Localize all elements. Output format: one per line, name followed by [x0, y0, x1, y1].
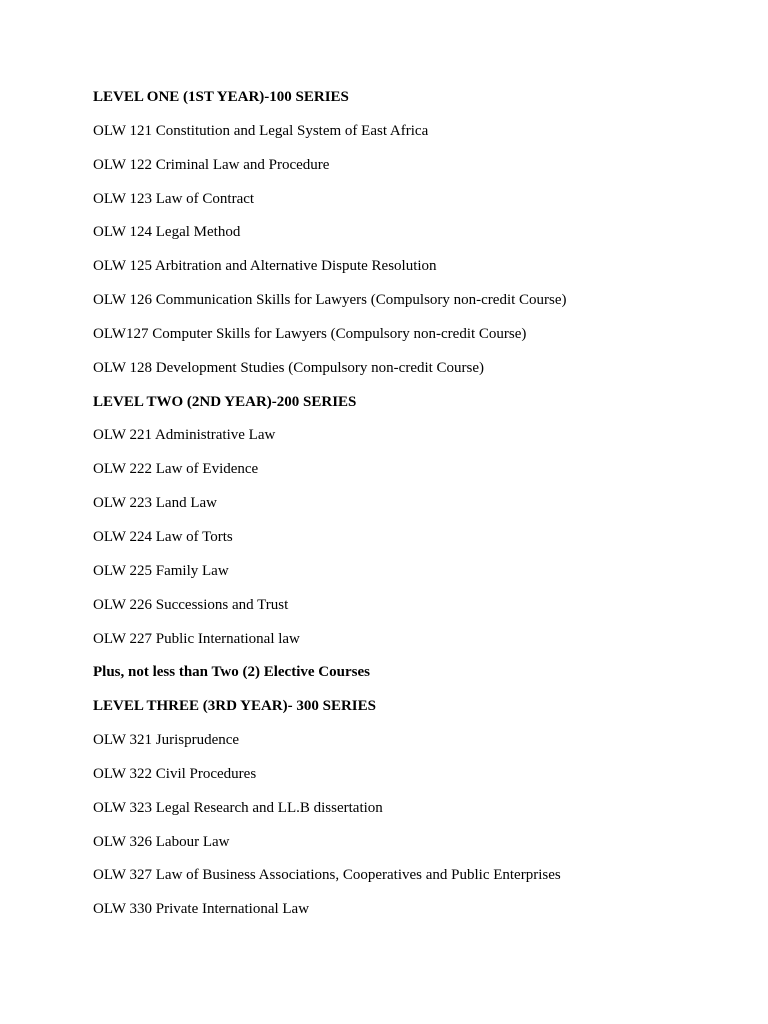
course-line: OLW 223 Land Law	[93, 495, 217, 512]
course-line: OLW 326 Labour Law	[93, 833, 230, 850]
section-heading: LEVEL ONE (1ST YEAR)-100 SERIES	[93, 89, 349, 105]
section-heading: Plus, not less than Two (2) Elective Courses	[93, 664, 370, 681]
section-heading: LEVEL TWO (2ND YEAR)-200 SERIES	[93, 393, 357, 410]
course-line: OLW 225 Family Law	[93, 562, 229, 579]
course-line: OLW 321 Jurisprudence	[93, 732, 240, 749]
section-heading: LEVEL THREE (3RD YEAR)- 300 SERIES	[93, 698, 376, 715]
course-line: OLW 226 Successions and Trust	[93, 596, 289, 613]
course-line: OLW 121 Constitution and Legal System of East Africa	[93, 122, 429, 139]
course-line: OLW 126 Communication Skills for Lawyers (Compulsory non-credit Course)	[93, 292, 567, 309]
course-line: OLW 123 Law of Contract	[93, 190, 255, 207]
course-line: OLW 221 Administrative Law	[93, 427, 276, 444]
course-line: OLW 128 Development Studies (Compulsory non-credit Course)	[93, 359, 485, 376]
course-line: OLW 327 Law of Business Associations, Cooperatives and Public Enterprises	[93, 867, 561, 884]
course-line: OLW 323 Legal Research and LL.B dissertation	[93, 799, 383, 816]
course-line: OLW 125 Arbitration and Alternative Dispute Resolution	[93, 258, 437, 275]
course-line: OLW 122 Criminal Law and Procedure	[93, 156, 330, 173]
course-line: OLW 124 Legal Method	[93, 224, 241, 241]
course-line: OLW127 Computer Skills for Lawyers (Compulsory non-credit Course)	[93, 325, 527, 342]
course-list	[93, 87, 733, 933]
course-line: OLW 222 Law of Evidence	[93, 461, 259, 478]
course-line: OLW 322 Civil Procedures	[93, 765, 257, 782]
course-line: OLW 227 Public International law	[93, 630, 300, 647]
course-line: OLW 224 Law of Torts	[93, 528, 233, 545]
course-line: OLW 330 Private International Law	[93, 901, 310, 918]
